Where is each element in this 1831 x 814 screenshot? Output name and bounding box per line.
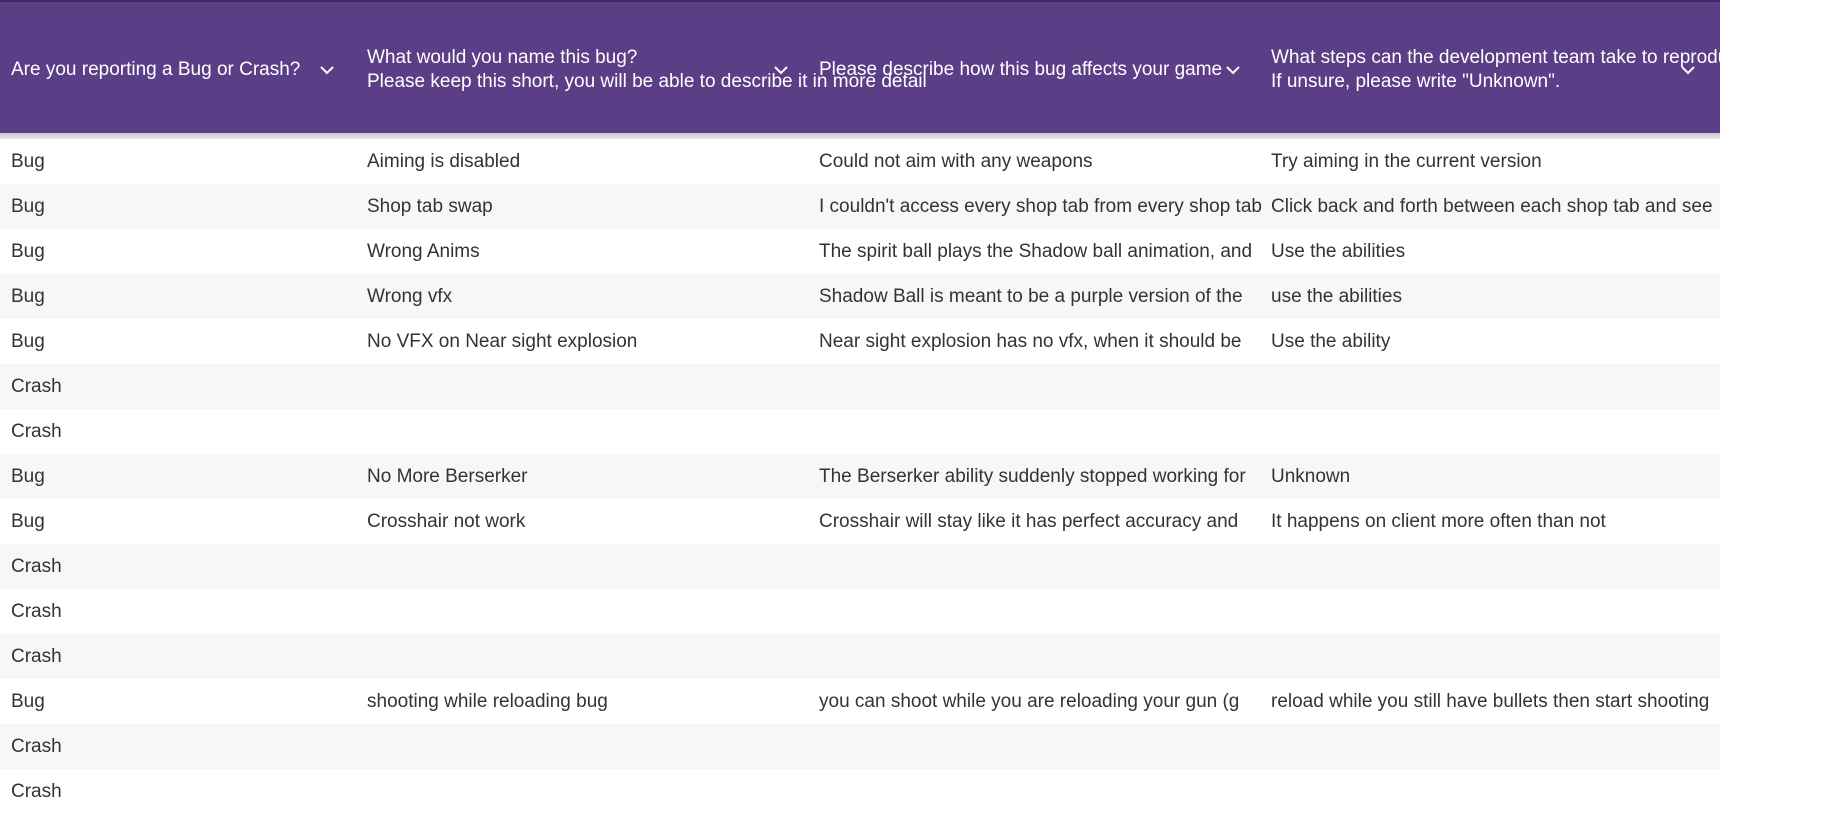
table-row[interactable] [0,274,1720,319]
cell-report-type[interactable]: Crash [11,601,62,622]
cell-repro-steps[interactable]: Click back and forth between each shop tab and see [1271,196,1713,217]
cell-bug-name[interactable] [356,724,808,769]
cell-repro-steps[interactable]: Unknown [1271,466,1351,487]
cell-bug-name[interactable]: Aiming is disabled [367,151,521,172]
cell-bug-name[interactable] [356,364,808,409]
column-header-label: Please describe how this bug affects your game [819,58,1223,80]
table-header [0,0,1831,133]
cell-report-type[interactable]: Crash [11,781,62,802]
table-row[interactable] [0,364,1720,409]
cell-bug-effect[interactable]: The spirit ball plays the Shadow ball animation, and [819,241,1253,262]
cell-bug-effect[interactable]: Shadow Ball is meant to be a purple version of the [819,286,1243,307]
cell-bug-effect[interactable] [808,634,1260,679]
column-header-report-type[interactable] [0,4,356,135]
table-row[interactable] [0,769,1720,814]
cell-repro-steps[interactable] [1260,364,1712,409]
cell-bug-effect[interactable] [808,364,1260,409]
cell-repro-steps[interactable]: Use the abilities [1271,241,1406,262]
cell-repro-steps[interactable] [1260,409,1712,454]
cell-bug-name[interactable] [356,544,808,589]
cell-report-type[interactable]: Bug [11,286,45,307]
table-row[interactable] [0,679,1720,724]
cell-report-type[interactable]: Bug [11,196,45,217]
cell-report-type[interactable]: Bug [11,691,45,712]
table-row[interactable] [0,634,1720,679]
cell-bug-name[interactable] [356,409,808,454]
cell-bug-name[interactable]: Crosshair not work [367,511,526,532]
table-row[interactable] [0,319,1720,364]
cell-repro-steps[interactable]: Try aiming in the current version [1271,151,1542,172]
table-row[interactable] [0,499,1720,544]
table-body [0,139,1720,814]
cell-report-type[interactable]: Crash [11,376,62,397]
chevron-down-icon[interactable] [1678,60,1698,80]
table-row[interactable] [0,139,1720,184]
table-row[interactable] [0,409,1720,454]
column-header-label: What would you name this bug? [367,46,638,68]
chevron-down-icon[interactable] [771,60,791,80]
cell-report-type[interactable]: Crash [11,556,62,577]
column-header-bug-name[interactable] [356,4,927,135]
table-row[interactable] [0,544,1720,589]
cell-bug-effect[interactable] [808,544,1260,589]
table-row[interactable] [0,724,1720,769]
cell-report-type[interactable]: Bug [11,241,45,262]
cell-bug-name[interactable]: No VFX on Near sight explosion [367,331,638,352]
chevron-down-icon[interactable] [317,60,337,80]
cell-report-type[interactable]: Crash [11,646,62,667]
table-row[interactable] [0,589,1720,634]
column-header-bug-effect[interactable] [808,4,1260,135]
cell-repro-steps[interactable]: use the abilities [1271,286,1402,307]
column-header-label: What steps can the development team take to reproduce this bug? [1271,46,1831,68]
cell-repro-steps[interactable]: reload while you still have bullets then start shooting [1271,691,1710,712]
column-header-label: Are you reporting a Bug or Crash? [11,58,301,80]
cell-bug-name[interactable]: shooting while reloading bug [367,691,608,712]
cell-report-type[interactable]: Crash [11,421,62,442]
cell-repro-steps[interactable]: Use the ability [1271,331,1391,352]
cell-bug-effect[interactable]: you can shoot while you are reloading your gun (g [819,691,1240,712]
cell-bug-effect[interactable] [808,769,1260,814]
cell-bug-effect[interactable] [808,409,1260,454]
cell-repro-steps[interactable] [1260,634,1712,679]
cell-report-type[interactable]: Bug [11,331,45,352]
column-header-sublabel: Please keep this short, you will be able to describe it in more detail [367,70,927,92]
cell-repro-steps[interactable] [1260,724,1712,769]
cell-bug-name[interactable]: No More Berserker [367,466,528,487]
cell-repro-steps[interactable]: It happens on client more often than not [1271,511,1606,532]
cell-repro-steps[interactable] [1260,589,1712,634]
cell-bug-name[interactable] [356,589,808,634]
table-row[interactable] [0,454,1720,499]
cell-bug-name[interactable]: Wrong Anims [367,241,480,262]
cell-bug-name[interactable]: Wrong vfx [367,286,453,307]
cell-report-type[interactable]: Bug [11,151,45,172]
cell-bug-effect[interactable]: Could not aim with any weapons [819,151,1093,172]
cell-report-type[interactable]: Crash [11,736,62,757]
cell-bug-name[interactable]: Shop tab swap [367,196,493,217]
cell-bug-effect[interactable]: Crosshair will stay like it has perfect accuracy and [819,511,1239,532]
cell-report-type[interactable]: Bug [11,466,45,487]
column-header-sublabel: If unsure, please write "Unknown". [1271,70,1561,92]
table-row[interactable] [0,229,1720,274]
column-header-repro-steps[interactable] [1260,4,1831,135]
cell-repro-steps[interactable] [1260,544,1712,589]
cell-bug-effect[interactable]: The Berserker ability suddenly stopped working for [819,466,1246,487]
cell-bug-name[interactable] [356,634,808,679]
cell-repro-steps[interactable] [1260,769,1712,814]
cell-report-type[interactable]: Bug [11,511,45,532]
chevron-down-icon[interactable] [1223,60,1243,80]
cell-bug-effect[interactable]: I couldn't access every shop tab from every shop tab [819,196,1262,217]
cell-bug-effect[interactable]: Near sight explosion has no vfx, when it should be [819,331,1242,352]
cell-bug-name[interactable] [356,769,808,814]
cell-bug-effect[interactable] [808,724,1260,769]
cell-bug-effect[interactable] [808,589,1260,634]
table-row[interactable] [0,184,1720,229]
